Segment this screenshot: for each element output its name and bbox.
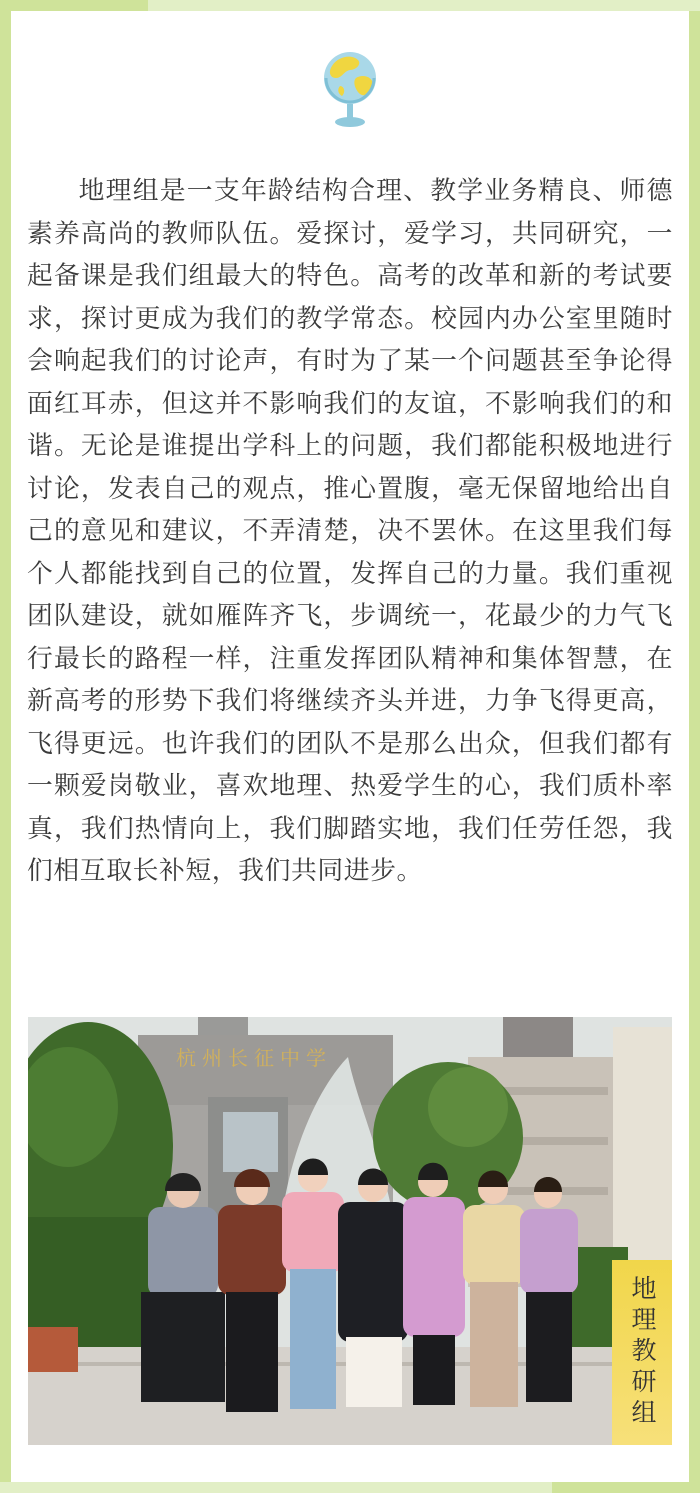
top-decor-strip	[148, 0, 700, 11]
photo-caption-label	[612, 1260, 672, 1445]
building-sign: 杭州长征中学	[176, 1046, 332, 1070]
team-photo	[28, 1017, 672, 1445]
globe-icon	[318, 44, 382, 134]
caption-text: 地理教研组	[628, 1275, 657, 1430]
bottom-decor-strip	[0, 1482, 552, 1493]
article-paragraph: 地理组是一支年龄结构合理、教学业务精良、师德素养高尚的教师队伍。爱探讨，爱学习，共同研究，一起备课是我们组最大的特色。高考的改革和新的考试要求，探讨更成为我们的教学常态。校园内办公室里随时会响起我们的讨论声，有时为了某一个问题甚至争论得面红耳赤，但这并不影响我们的友谊，不影响我们的和谐。无论是谁提出学科上的问题，我们都能积极地进行讨论，发表自己的观点，推心置腹，毫无保留地给出自己的意见和建议，不弄清楚，决不罢休。在这里我们每个人都能找到自己的位置，发挥自己的力量。我们重视团队建设，就如雁阵齐飞，步调统一，花最少的力气飞行最长的路程一样，注重发挥团队精神和集体智慧，在新高考的形势下我们将继续齐头并进，力争飞得更高，飞得更远。也许我们的团队不是那么出众，但我们都有一颗爱岗敬业，喜欢地理、热爱学生的心，我们质朴率真，我们热情向上，我们脚踏实地，我们任劳任怨，我们相互取长补短，我们共同进步。	[27, 176, 673, 886]
